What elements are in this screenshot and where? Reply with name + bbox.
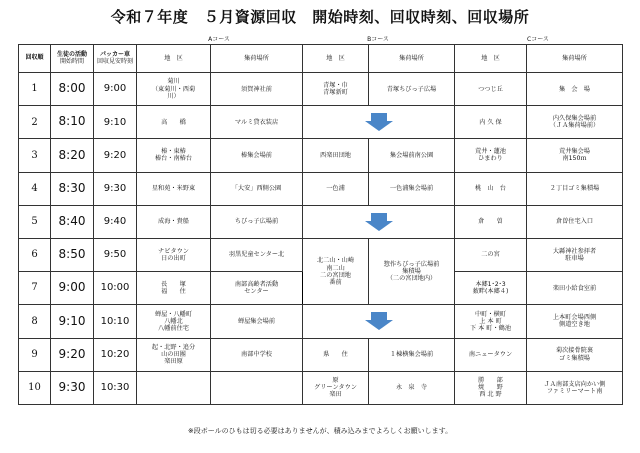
packer-time: 9:10 (94, 106, 137, 139)
b-district-line: 楽田 (329, 391, 342, 399)
b-district-line: 原 (332, 377, 339, 385)
c-place-line: 荒井集会場 (559, 148, 590, 156)
c-district-line: 内 久 保 (479, 118, 502, 126)
c-district-line: 中町・横町 (475, 310, 506, 318)
a-district-line: 椿台・南椿台 (154, 155, 193, 163)
c-place-line: 菊次接骨院裏 (555, 347, 594, 355)
packer-time: 9:40 (94, 205, 137, 238)
c-district-line: 焼 野 (478, 384, 503, 392)
a-place-line: マルミ貸衣装店 (234, 118, 279, 126)
c-district (455, 371, 527, 404)
down-arrow-icon (364, 212, 394, 232)
header-b-district: 地 区 (303, 45, 369, 73)
page-title: 令和７年度 ５月資源回収 開始時刻、回収時刻、回収場所 (110, 8, 530, 26)
a-place (211, 106, 303, 139)
a-place (211, 338, 303, 371)
header-row (19, 45, 623, 73)
b-district-line: 青塚・巾 (323, 81, 348, 89)
c-place (527, 172, 623, 205)
a-district (137, 238, 211, 271)
a-district (137, 73, 211, 106)
course-b-continue-cell (303, 205, 455, 238)
start-time: 8:00 (51, 73, 94, 106)
b-district-line: 青塚新町 (323, 89, 348, 97)
a-place-line: 「大安」西側公園 (231, 185, 282, 193)
a-district (137, 272, 211, 305)
b-district-line: 番前 (329, 278, 342, 286)
c-district-line: ひまわり (478, 155, 503, 163)
a-district (137, 172, 211, 205)
a-place (211, 238, 303, 271)
a-place-line: 蝉屋集会場前 (237, 317, 276, 325)
b-place-line: （二の宮団地内） (386, 275, 437, 283)
order-number: 8 (19, 305, 51, 338)
a-place-line: 椿集会場前 (241, 151, 272, 159)
table-row (19, 106, 623, 139)
start-time: 8:30 (51, 172, 94, 205)
a-district (137, 106, 211, 139)
b-district-line: グリーンタウン (314, 384, 357, 392)
b-place-line: 青塚ちびっ子広場 (386, 85, 437, 93)
start-time: 9:00 (51, 272, 94, 305)
a-district-line: 椿・東椿 (161, 148, 186, 156)
c-place-line: 倉曽住宅入口 (555, 218, 594, 226)
start-time: 8:50 (51, 238, 94, 271)
b-district (303, 139, 369, 172)
a-district-line: 起・北野・追分 (151, 343, 196, 351)
b-district (303, 238, 369, 304)
c-district-line: 二の宮 (481, 251, 500, 259)
start-time: 8:40 (51, 205, 94, 238)
c-district-line: 勝 部 (478, 377, 503, 385)
a-district-line: 八幡北 (164, 317, 183, 325)
header-start-time: 生徒の活動 開始時間 (51, 45, 94, 73)
down-arrow-icon (364, 311, 394, 331)
a-place-line: 南部高齢者活動 (234, 281, 279, 289)
b-district (303, 73, 369, 106)
table-row (19, 238, 623, 271)
header-packer-time: パッカー車 回収見安時刻 (94, 45, 137, 73)
a-district-line: 高 橋 (161, 118, 186, 126)
table-row (19, 338, 623, 371)
c-district-line: 下 本 町・鶴池 (469, 324, 512, 332)
order-number: 4 (19, 172, 51, 205)
c-place-line: 集 会 場 (559, 85, 590, 93)
start-time: 8:10 (51, 106, 94, 139)
c-place-line: 南150ｍ (562, 155, 587, 163)
c-district-line: 西 北 野 (479, 391, 502, 399)
packer-time: 9:00 (94, 73, 137, 106)
c-place-line: 内久保集会場前 (552, 115, 597, 123)
header-c-place: 集荷場所 (527, 45, 623, 73)
c-place-line: ゴミ集積場 (559, 354, 590, 362)
a-place-line: 羽黒児童センター北 (228, 251, 285, 259)
order-number: 1 (19, 73, 51, 106)
start-time: 9:20 (51, 338, 94, 371)
a-place-line: 南部中学校 (241, 351, 272, 359)
a-district (137, 305, 211, 338)
course-b-label: Bコース (367, 36, 389, 43)
c-place (527, 139, 623, 172)
start-time: 9:30 (51, 371, 94, 404)
c-district (455, 305, 527, 338)
a-place (211, 371, 303, 404)
packer-time: 9:50 (94, 238, 137, 271)
c-district-line: 桃 山 台 (475, 185, 506, 193)
order-number: 7 (19, 272, 51, 305)
c-place (527, 106, 623, 139)
table-row (19, 139, 623, 172)
c-district-line: 南ニュータウン (468, 351, 513, 359)
a-place (211, 172, 303, 205)
c-place-line: ２丁目ゴミ集積場 (549, 185, 600, 193)
order-number: 9 (19, 338, 51, 371)
b-place (369, 73, 455, 106)
b-place (369, 338, 455, 371)
c-district (455, 272, 527, 305)
a-district-line: 蝉屋・八幡町 (154, 310, 193, 318)
c-place (527, 205, 623, 238)
c-district-line: つつじ丘 (478, 85, 503, 93)
c-district-line: 上 本 町 (479, 317, 502, 325)
b-district-line: 県 住 (323, 351, 348, 359)
b-place-line: 一色浦集会場前 (389, 185, 434, 193)
down-arrow-icon (364, 112, 394, 132)
c-district (455, 238, 527, 271)
order-number: 10 (19, 371, 51, 404)
header-b-place: 集荷場所 (369, 45, 455, 73)
course-c-label: Cコース (527, 36, 549, 43)
c-place-line: ファミリーマート南 (546, 387, 603, 395)
c-place-line: 側道空き地 (559, 321, 590, 329)
b-district-line: 一色浦 (326, 185, 345, 193)
a-district-line: （東菊川・西菊 (151, 85, 196, 93)
b-district (303, 338, 369, 371)
table-row (19, 172, 623, 205)
a-place (211, 205, 303, 238)
c-place-line: 上本町会場西側 (552, 314, 597, 322)
a-place-line: 須賀神社前 (241, 85, 272, 93)
order-number: 3 (19, 139, 51, 172)
start-time: 9:10 (51, 305, 94, 338)
packer-time: 10:30 (94, 371, 137, 404)
header-c-district: 地 区 (455, 45, 527, 73)
c-district-line: 荒井・蓮池 (475, 148, 506, 156)
c-district (455, 106, 527, 139)
order-number: 6 (19, 238, 51, 271)
a-district (137, 139, 211, 172)
a-district-line: ナビタウン (158, 247, 189, 255)
a-place (211, 139, 303, 172)
a-district-line: 八幡前住宅 (158, 324, 189, 332)
table-row (19, 73, 623, 106)
packer-time: 10:20 (94, 338, 137, 371)
b-place-line: 永 泉 寺 (396, 384, 427, 392)
b-district-line: 二の宮団地 (320, 271, 351, 279)
b-district-line: 西楽田団地 (320, 151, 351, 159)
footer-note: ※段ボールのひもは切る必要はありませんが、積み込みまでよろしくお願いします。 (187, 427, 453, 435)
c-district (455, 73, 527, 106)
c-place-line: 大縣神社参拝者 (552, 247, 597, 255)
a-district-line: 星和苑・米野東 (151, 185, 196, 193)
b-district (303, 371, 369, 404)
c-district (455, 172, 527, 205)
course-b-continue-cell (303, 305, 455, 338)
c-district (455, 205, 527, 238)
a-district-line: 山の田團 (161, 351, 186, 359)
c-district-line: 薮畔(本郷４) (472, 288, 509, 296)
packer-time: 9:30 (94, 172, 137, 205)
a-district (137, 338, 211, 371)
b-place (369, 238, 455, 304)
b-district-line: 南二山 (326, 264, 345, 272)
header-order: 回収順 (19, 45, 51, 73)
c-place (527, 238, 623, 271)
b-place (369, 172, 455, 205)
c-place-line: ＪＡ南部支店向かい側 (543, 380, 606, 388)
c-district-line: 倉 曽 (478, 218, 503, 226)
header-a-place: 集荷場所 (211, 45, 303, 73)
b-place-line: 集積場 (402, 268, 421, 276)
table-row (19, 305, 623, 338)
b-place (369, 139, 455, 172)
a-district-line: 成海・貴船 (158, 218, 189, 226)
c-place (527, 305, 623, 338)
c-place (527, 338, 623, 371)
a-place (211, 73, 303, 106)
c-district (455, 139, 527, 172)
b-district (303, 172, 369, 205)
b-place (369, 371, 455, 404)
packer-time: 10:00 (94, 272, 137, 305)
a-place-line: センター (244, 288, 269, 296)
c-place (527, 73, 623, 106)
packer-time: 10:10 (94, 305, 137, 338)
order-number: 2 (19, 106, 51, 139)
a-place (211, 305, 303, 338)
b-place-line: 集会場前南公園 (389, 151, 434, 159)
start-time: 8:20 (51, 139, 94, 172)
schedule-table (18, 44, 623, 405)
a-district-line: 菊川 (167, 78, 180, 86)
a-district-line: 長 塚 (161, 281, 186, 289)
table-row (19, 205, 623, 238)
a-district (137, 371, 211, 404)
b-place-line: 惣作ちびっ子広場前 (383, 260, 440, 268)
a-district-line: 川） (167, 92, 180, 100)
a-district (137, 205, 211, 238)
packer-time: 9:20 (94, 139, 137, 172)
course-b-continue-cell (303, 106, 455, 139)
order-number: 5 (19, 205, 51, 238)
c-place (527, 272, 623, 305)
c-place-line: 楽田小給食室前 (552, 284, 597, 292)
a-place (211, 272, 303, 305)
c-place-line: （ＪＡ集荷場前） (549, 122, 600, 130)
c-place-line: 駐車場 (565, 255, 584, 263)
b-district-line: 北二山・山崎 (316, 257, 355, 265)
a-district-line: 福 住 (161, 288, 186, 296)
a-place-line: ちびっ子広場前 (234, 218, 279, 226)
b-place-line: １棟横集会場前 (389, 351, 434, 359)
header-a-district: 地 区 (137, 45, 211, 73)
c-district (455, 338, 527, 371)
table-row (19, 371, 623, 404)
a-district-line: 日の出町 (161, 255, 186, 263)
a-district-line: 楽田原 (164, 358, 183, 366)
c-district-line: 本郷1･2･3 (475, 281, 506, 289)
c-place (527, 371, 623, 404)
course-a-label: Aコース (208, 36, 230, 43)
